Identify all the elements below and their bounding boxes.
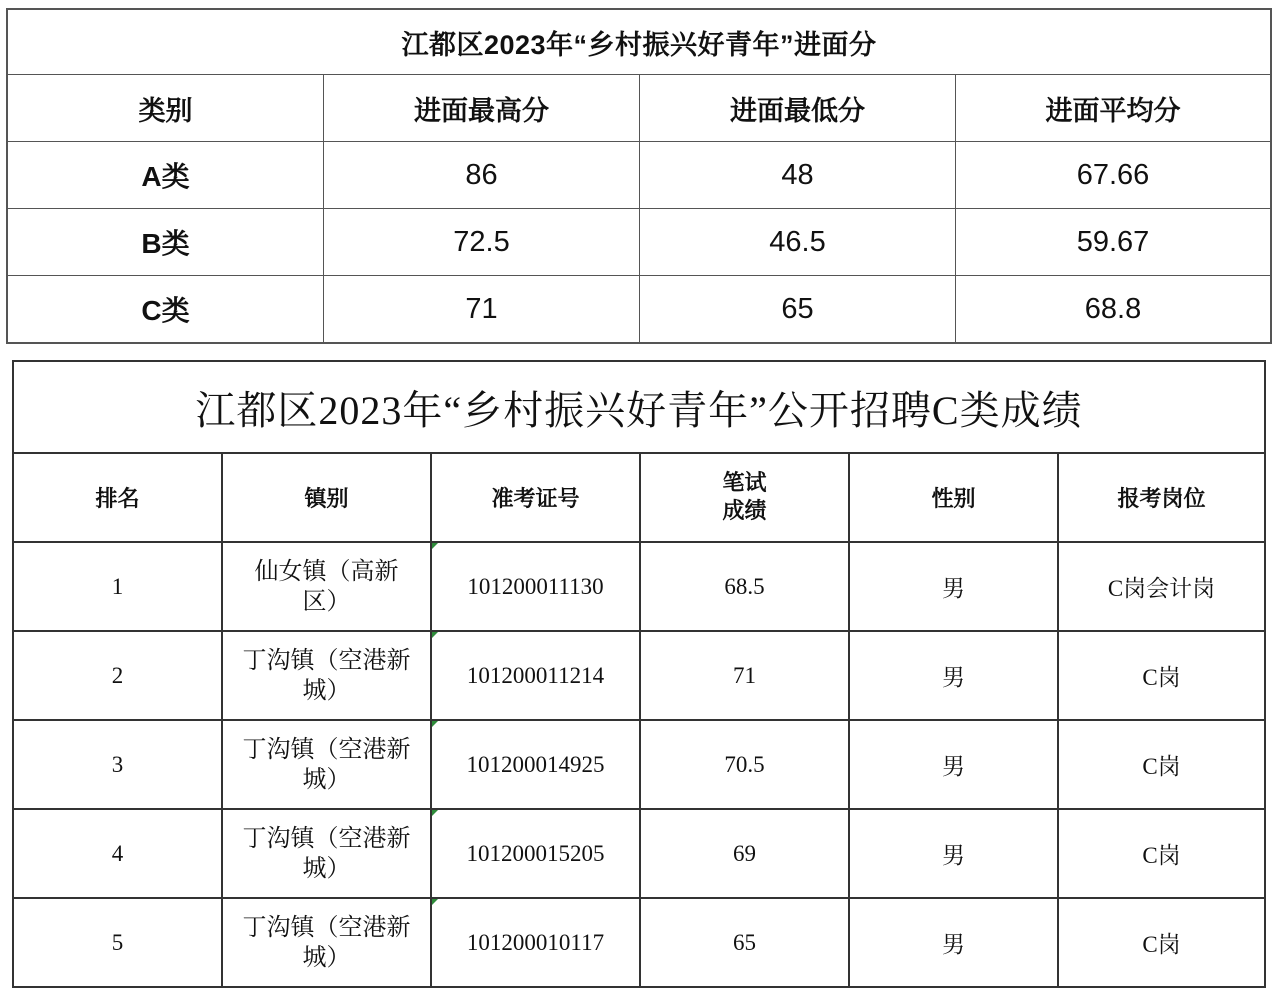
results-cell-gender: 男 <box>850 899 1059 986</box>
results-header-rank: 排名 <box>14 454 223 541</box>
cell-corner-marker <box>432 632 438 638</box>
summary-header-category: 类别 <box>8 75 324 141</box>
results-header-row <box>14 454 1264 543</box>
results-cell-ticket <box>432 721 641 808</box>
results-row <box>14 543 1264 632</box>
summary-cell-min: 65 <box>640 276 956 342</box>
results-cell-ticket-text: 101200015205 <box>466 840 605 866</box>
summary-row <box>8 276 1270 342</box>
cell-corner-marker <box>432 810 438 816</box>
summary-table-title: 江都区2023年“乡村振兴好青年”进面分 <box>8 10 1270 75</box>
summary-cell-max: 71 <box>324 276 640 342</box>
cell-corner-marker <box>432 721 438 727</box>
summary-table <box>6 8 1272 344</box>
summary-header-max: 进面最高分 <box>324 75 640 141</box>
results-cell-town: 丁沟镇（空港新城） <box>223 721 432 808</box>
results-cell-town: 丁沟镇（空港新城） <box>223 810 432 897</box>
results-cell-score: 71 <box>641 632 850 719</box>
summary-cell-max: 86 <box>324 142 640 208</box>
results-table <box>12 360 1266 988</box>
results-cell-position: C岗 <box>1142 754 1181 779</box>
results-cell-ticket <box>432 810 641 897</box>
results-cell-gender: 男 <box>850 721 1059 808</box>
results-row <box>14 899 1264 986</box>
results-cell-ticket-text: 101200010117 <box>466 929 605 955</box>
results-cell-ticket-text: 101200014925 <box>466 751 605 777</box>
results-table-title: 江都区2023年“乡村振兴好青年”公开招聘C类成绩 <box>14 362 1264 454</box>
summary-cell-category: A类 <box>8 142 324 208</box>
results-row <box>14 632 1264 721</box>
results-cell-town: 丁沟镇（空港新城） <box>223 899 432 986</box>
results-cell-score: 68.5 <box>641 543 850 630</box>
summary-cell-avg: 67.66 <box>1076 158 1150 191</box>
results-cell-ticket-text: 101200011130 <box>467 573 604 599</box>
results-cell-town: 丁沟镇（空港新城） <box>223 632 432 719</box>
results-cell-position: C岗 <box>1142 932 1181 957</box>
results-header-ticket: 准考证号 <box>432 454 641 541</box>
results-cell-rank: 1 <box>14 543 223 630</box>
cell-corner-marker <box>432 899 438 905</box>
results-cell-ticket <box>432 632 641 719</box>
results-cell-ticket <box>432 899 641 986</box>
results-header-score <box>641 454 850 541</box>
results-cell-rank: 4 <box>14 810 223 897</box>
results-cell-town: 仙女镇（高新区） <box>223 543 432 630</box>
summary-row <box>8 142 1270 209</box>
results-cell-rank: 5 <box>14 899 223 986</box>
results-cell-ticket-text: 101200011214 <box>466 662 605 688</box>
results-cell-score: 69 <box>641 810 850 897</box>
summary-cell-min: 48 <box>640 142 956 208</box>
cell-corner-marker <box>432 543 438 549</box>
summary-cell-min: 46.5 <box>640 209 956 275</box>
results-cell-rank: 2 <box>14 632 223 719</box>
results-row <box>14 810 1264 899</box>
summary-cell-category: C类 <box>8 276 324 342</box>
results-cell-gender: 男 <box>850 810 1059 897</box>
results-cell-position: C岗 <box>1142 665 1181 690</box>
results-cell-gender: 男 <box>850 543 1059 630</box>
results-cell-rank: 3 <box>14 721 223 808</box>
results-cell-score: 65 <box>641 899 850 986</box>
summary-header-min: 进面最低分 <box>640 75 956 141</box>
summary-cell-avg: 68.8 <box>1084 292 1142 325</box>
results-header-score-line2: 成绩 <box>722 498 767 524</box>
summary-header-avg: 进面平均分 <box>1045 95 1181 126</box>
results-header-town: 镇别 <box>223 454 432 541</box>
results-header-score-line1: 笔试 <box>722 470 767 496</box>
results-header-gender: 性别 <box>850 454 1059 541</box>
results-cell-score: 70.5 <box>641 721 850 808</box>
summary-row <box>8 209 1270 276</box>
results-row <box>14 721 1264 810</box>
results-cell-position: C岗会计岗 <box>1107 576 1216 601</box>
results-cell-position: C岗 <box>1142 843 1181 868</box>
results-cell-gender: 男 <box>850 632 1059 719</box>
results-cell-ticket <box>432 543 641 630</box>
summary-cell-category: B类 <box>8 209 324 275</box>
summary-cell-avg: 59.67 <box>1076 225 1150 258</box>
summary-header-row <box>8 75 1270 142</box>
results-header-position: 报考岗位 <box>1117 487 1206 512</box>
summary-cell-max: 72.5 <box>324 209 640 275</box>
